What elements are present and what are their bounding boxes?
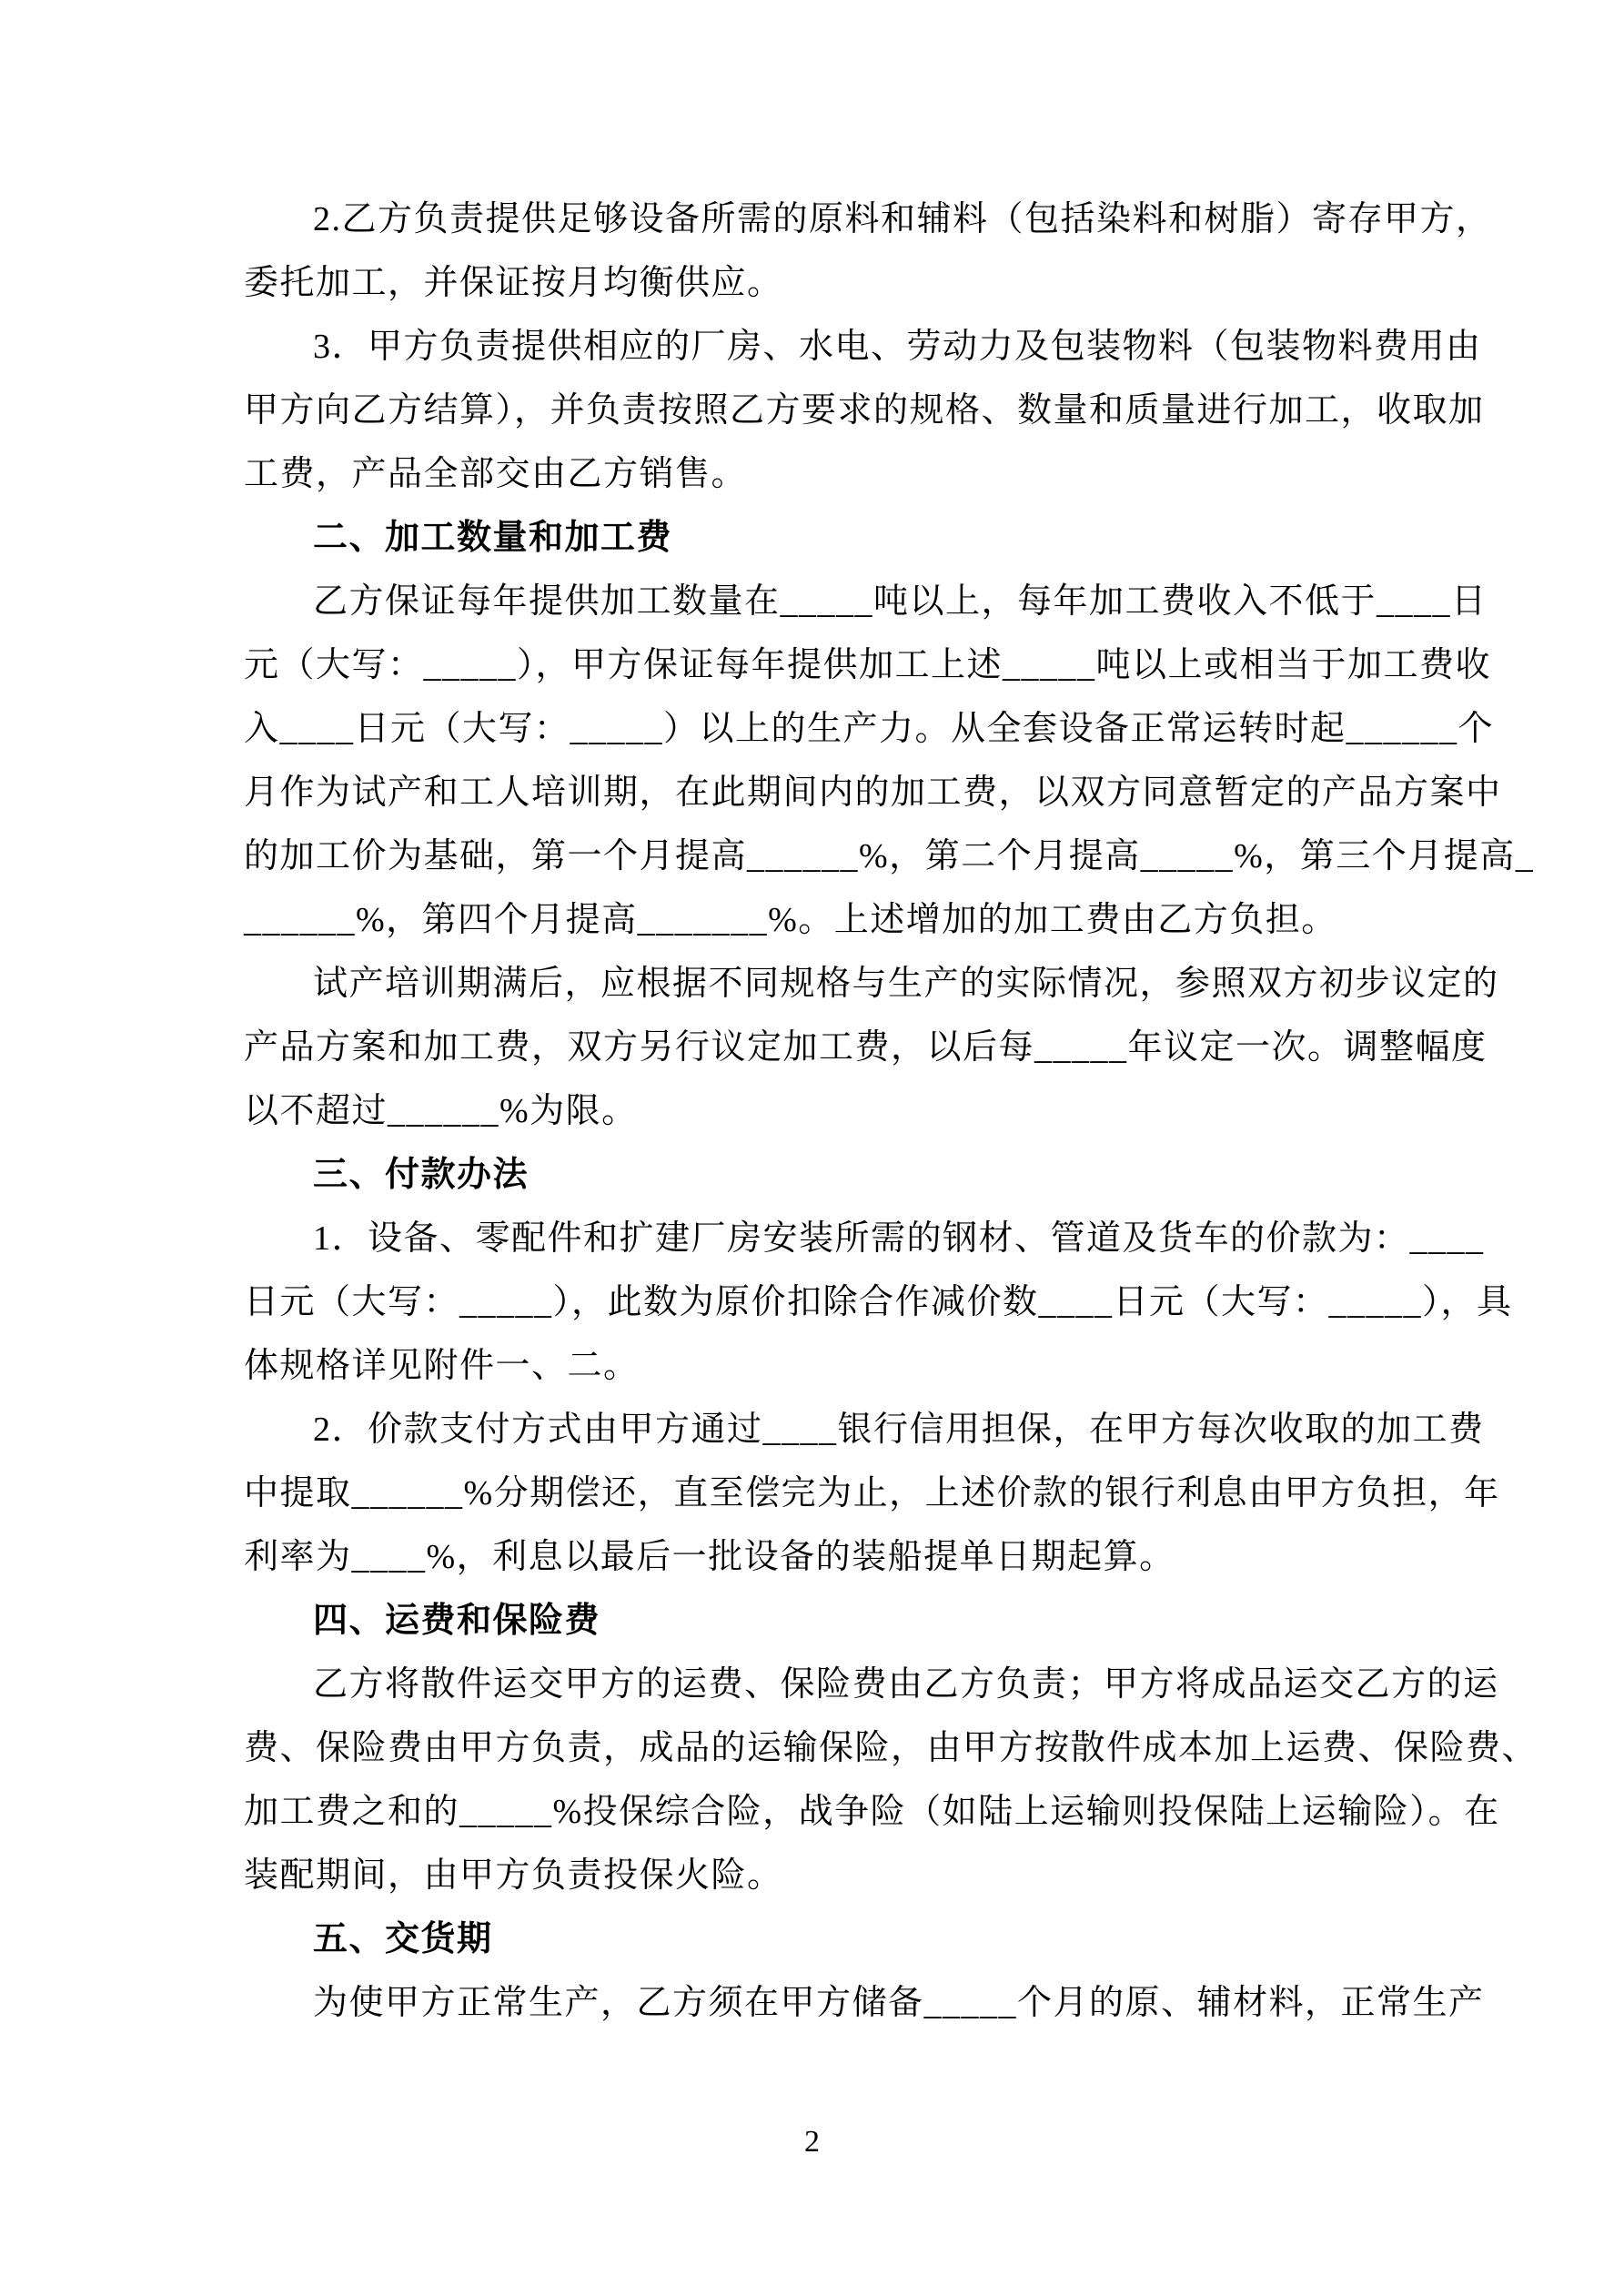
section-heading-processing-quantity: 二、加工数量和加工费	[313, 519, 673, 557]
doc-line: 委托加工，并保证按月均衡供应。	[244, 264, 783, 302]
doc-line: 装配期间，由甲方负责投保火险。	[244, 1856, 783, 1895]
section-heading-freight-insurance: 四、运费和保险费	[313, 1602, 601, 1640]
doc-line: 中提取______%分期偿还，直至偿完为止，上述价款的银行利息由甲方负担，年	[244, 1474, 1500, 1512]
section-heading-delivery-period: 五、交货期	[313, 1920, 493, 1958]
doc-line: 甲方向乙方结算），并负责按照乙方要求的规格、数量和质量进行加工，收取加	[244, 391, 1485, 430]
doc-line: 工费，产品全部交由乙方销售。	[244, 455, 748, 493]
doc-line: 利率为____%，利息以最后一批设备的装船提单日期起算。	[244, 1538, 1175, 1576]
doc-line: 试产培训期满后，应根据不同规格与生产的实际情况，参照双方初步议定的	[313, 965, 1499, 1003]
doc-line: 为使甲方正常生产，乙方须在甲方储备_____个月的原、辅材料，正常生产	[313, 1984, 1485, 2022]
doc-line: 3．甲方负责提供相应的厂房、水电、劳动力及包装物料（包装物料费用由	[313, 328, 1482, 366]
doc-line: 日元（大写：_____），此数为原价扣除合作减价数____日元（大写：_____），具	[244, 1283, 1513, 1321]
doc-line: 元（大写：_____），甲方保证每年提供加工上述_____吨以上或相当于加工费收	[244, 646, 1492, 684]
section-heading-payment-method: 三、付款办法	[313, 1156, 530, 1194]
doc-line: 月作为试产和工人培训期，在此期间内的加工费，以双方同意暂定的产品方案中	[244, 774, 1502, 812]
page-number: 2	[804, 2125, 820, 2159]
doc-line: 乙方将散件运交甲方的运费、保险费由乙方负责；甲方将成品运交乙方的运	[313, 1665, 1499, 1704]
doc-line: 1．设备、零配件和扩建厂房安装所需的钢材、管道及货车的价款为：____	[313, 1219, 1485, 1258]
doc-line: 产品方案和加工费，双方另行议定加工费，以后每_____年议定一次。调整幅度	[244, 1028, 1488, 1067]
doc-line: 以不超过______%为限。	[244, 1092, 638, 1130]
contract-body	[244, 187, 1538, 2035]
doc-line: 入____日元（大写：_____）以上的生产力。从全套设备正常运转时起______个	[244, 710, 1495, 748]
doc-line: 的加工价为基础，第一个月提高______%，第二个月提高_____%，第三个月提高_	[244, 837, 1535, 875]
doc-line: 体规格详见附件一、二。	[244, 1347, 640, 1385]
doc-line: 2．价款支付方式由甲方通过____银行信用担保，在甲方每次收取的加工费	[313, 1411, 1485, 1449]
doc-line: 费、保险费由甲方负责，成品的运输保险，由甲方按散件成本加上运费、保险费、	[244, 1729, 1538, 1767]
doc-line: 乙方保证每年提供加工数量在_____吨以上，每年加工费收入不低于____日	[313, 582, 1488, 621]
doc-line: ______%，第四个月提高_______%。上述增加的加工费由乙方负担。	[244, 901, 1337, 939]
doc-line: 2.乙方负责提供足够设备所需的原料和辅料（包括染料和树脂）寄存甲方，	[313, 200, 1492, 238]
doc-line: 加工费之和的_____%投保综合险，战争险（如陆上运输则投保陆上运输险）。在	[244, 1793, 1500, 1831]
